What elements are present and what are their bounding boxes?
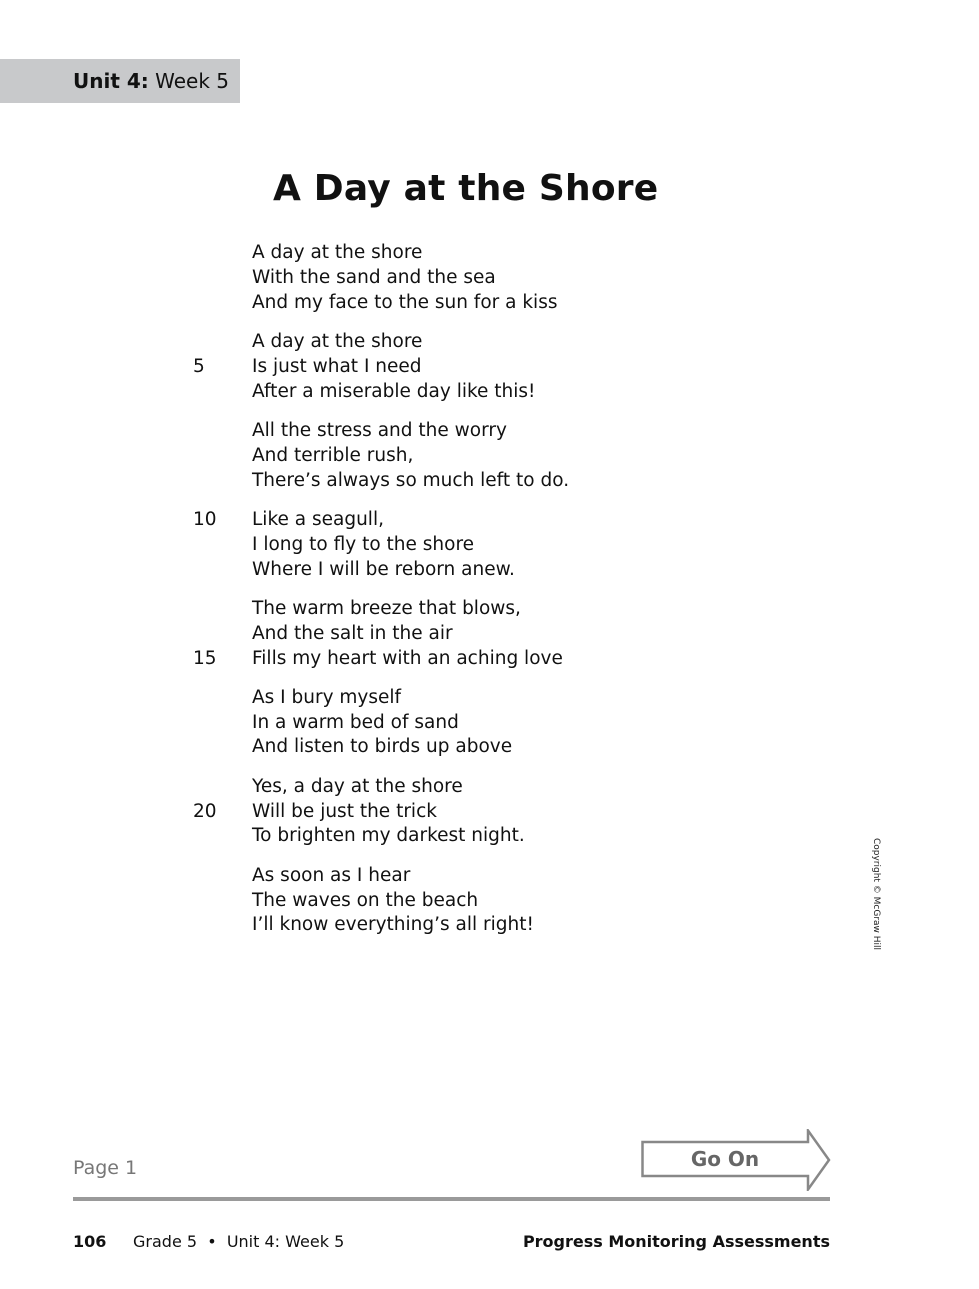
poem-line-23: The waves on the beach [252,890,479,911]
poem-line-22: As soon as I hear [252,865,411,886]
poem-line-2: With the sand and the sea [252,267,496,288]
unit-week-tab [0,59,240,103]
go-on-button[interactable] [641,1129,831,1191]
poem-line-21: To brighten my darkest night. [252,825,525,846]
line-number-20: 20 [193,801,217,822]
poem-line-19: Yes, a day at the shore [252,776,463,797]
poem-line-9: There’s always so much left to do. [252,470,570,491]
page-label: Page 1 [73,1157,138,1179]
poem-line-17: In a warm bed of sand [252,712,459,733]
poem-line-15: Fills my heart with an aching love [252,648,563,669]
poem-line-7: All the stress and the worry [252,420,507,441]
page-number: 106 [73,1232,107,1251]
poem-line-16: As I bury myself [252,687,402,708]
poem-line-11: I long to fly to the shore [252,534,475,555]
poem-line-18: And listen to birds up above [252,736,513,757]
copyright-notice: Copyright © McGraw Hill [871,837,881,951]
grade-unit-info: Grade 5 • Unit 4: Week 5 [133,1232,345,1251]
poem-line-6: After a miserable day like this! [252,381,536,402]
poem-line-20: Will be just the trick [252,801,437,822]
line-number-10: 10 [193,509,217,530]
line-number-15: 15 [193,648,217,669]
unit-label: Unit 4: [73,69,149,93]
line-number-5: 5 [193,356,205,377]
poem-title: A Day at the Shore [273,168,659,209]
poem-line-14: And the salt in the air [252,623,453,644]
poem-line-24: I’ll know everything’s all right! [252,914,534,935]
go-on-label: Go On [690,1147,760,1171]
poem-line-10: Like a seagull, [252,509,384,530]
poem-line-4: A day at the shore [252,331,423,352]
poem-line-3: And my face to the sun for a kiss [252,292,558,313]
poem-line-8: And terrible rush, [252,445,414,466]
poem-line-1: A day at the shore [252,242,423,263]
book-title: Progress Monitoring Assessments [522,1232,830,1251]
poem-line-12: Where I will be reborn anew. [252,559,515,580]
poem-line-13: The warm breeze that blows, [252,598,521,619]
poem-line-5: Is just what I need [252,356,422,377]
footer-divider [73,1197,830,1201]
week-label: Week 5 [155,69,230,93]
